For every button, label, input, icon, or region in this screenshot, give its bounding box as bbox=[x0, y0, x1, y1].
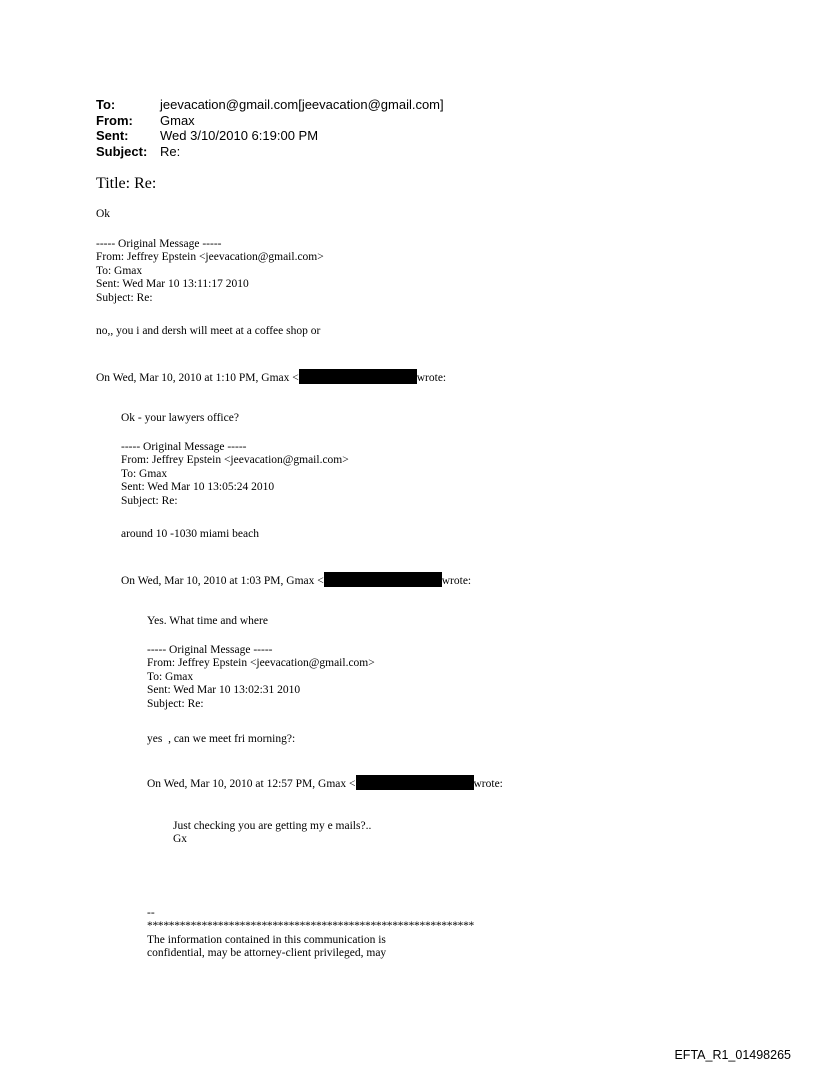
subject-label: Subject: bbox=[96, 143, 148, 159]
from-label: From: bbox=[96, 112, 133, 128]
sig-dash: -- bbox=[147, 907, 155, 919]
reply-1: Ok bbox=[96, 208, 111, 220]
message-1: no,, you i and dersh will meet at a coffee shop or bbox=[96, 325, 321, 337]
reply-3: Yes. What time and where bbox=[147, 615, 268, 627]
quote-line-1 bbox=[96, 369, 446, 385]
quote3-suffix: wrote: bbox=[473, 778, 503, 790]
original-message-2 bbox=[121, 441, 349, 508]
message-2: around 10 -1030 miami beach bbox=[121, 528, 259, 540]
reply4-line-2: Gx bbox=[173, 833, 188, 846]
reply-4 bbox=[173, 820, 371, 847]
disclaimer-line-1: The information contained in this communication is bbox=[147, 933, 386, 946]
document-id: EFTA_R1_01498265 bbox=[674, 1048, 791, 1062]
from-value: Gmax bbox=[160, 112, 195, 128]
stars-line: ************************************************************ bbox=[147, 920, 475, 933]
orig3-marker: ----- Original Message ----- bbox=[147, 644, 273, 656]
orig3-from: From: Jeffrey Epstein <jeevacation@gmail.com> bbox=[147, 657, 375, 670]
orig1-to: To: Gmax bbox=[96, 264, 143, 277]
page-title: Title: Re: bbox=[96, 175, 157, 192]
header-from-row bbox=[96, 113, 444, 129]
orig1-from: From: Jeffrey Epstein <jeevacation@gmail.com> bbox=[96, 251, 324, 264]
quote1-suffix: wrote: bbox=[416, 372, 447, 384]
orig3-to: To: Gmax bbox=[147, 670, 194, 683]
quote-line-2 bbox=[121, 572, 471, 588]
orig2-subject: Subject: Re: bbox=[121, 494, 178, 507]
sent-value: Wed 3/10/2010 6:19:00 PM bbox=[160, 128, 319, 144]
reply-2: Ok - your lawyers office? bbox=[121, 412, 239, 424]
orig2-marker: ----- Original Message ----- bbox=[121, 441, 247, 453]
redaction-bar bbox=[299, 369, 417, 384]
orig2-to: To: Gmax bbox=[121, 467, 168, 480]
to-value: jeevacation@gmail.com[jeevacation@gmail.com] bbox=[160, 97, 444, 112]
header-sent-row bbox=[96, 128, 444, 144]
original-message-3 bbox=[147, 644, 375, 711]
disclaimer-line-2: confidential, may be attorney-client privileged, may bbox=[147, 947, 387, 960]
quote1-prefix: On Wed, Mar 10, 2010 at 1:10 PM, Gmax < bbox=[96, 372, 299, 384]
sent-label: Sent: bbox=[96, 128, 129, 144]
orig2-sent: Sent: Wed Mar 10 13:05:24 2010 bbox=[121, 481, 275, 494]
original-message-1 bbox=[96, 238, 324, 305]
subject-value: Re: bbox=[160, 143, 181, 159]
orig3-sent: Sent: Wed Mar 10 13:02:31 2010 bbox=[147, 684, 301, 697]
header-to-row bbox=[96, 97, 444, 113]
quote-line-3 bbox=[147, 775, 503, 791]
header-subject-row bbox=[96, 144, 444, 160]
to-label: To: bbox=[96, 97, 116, 112]
email-header bbox=[96, 97, 444, 159]
signature-block bbox=[147, 907, 474, 961]
orig1-marker: ----- Original Message ----- bbox=[96, 238, 222, 250]
redaction-bar bbox=[356, 775, 474, 790]
orig3-subject: Subject: Re: bbox=[147, 697, 204, 710]
reply4-line-1: Just checking you are getting my e mails?.. bbox=[173, 820, 372, 832]
quote3-prefix: On Wed, Mar 10, 2010 at 12:57 PM, Gmax < bbox=[147, 778, 356, 790]
quote2-prefix: On Wed, Mar 10, 2010 at 1:03 PM, Gmax < bbox=[121, 575, 324, 587]
quote2-suffix: wrote: bbox=[441, 575, 472, 587]
message-3: yes , can we meet fri morning?: bbox=[147, 733, 296, 745]
orig1-sent: Sent: Wed Mar 10 13:11:17 2010 bbox=[96, 278, 249, 291]
orig1-subject: Subject: Re: bbox=[96, 291, 153, 304]
redaction-bar bbox=[324, 572, 442, 587]
orig2-from: From: Jeffrey Epstein <jeevacation@gmail.com> bbox=[121, 454, 349, 467]
